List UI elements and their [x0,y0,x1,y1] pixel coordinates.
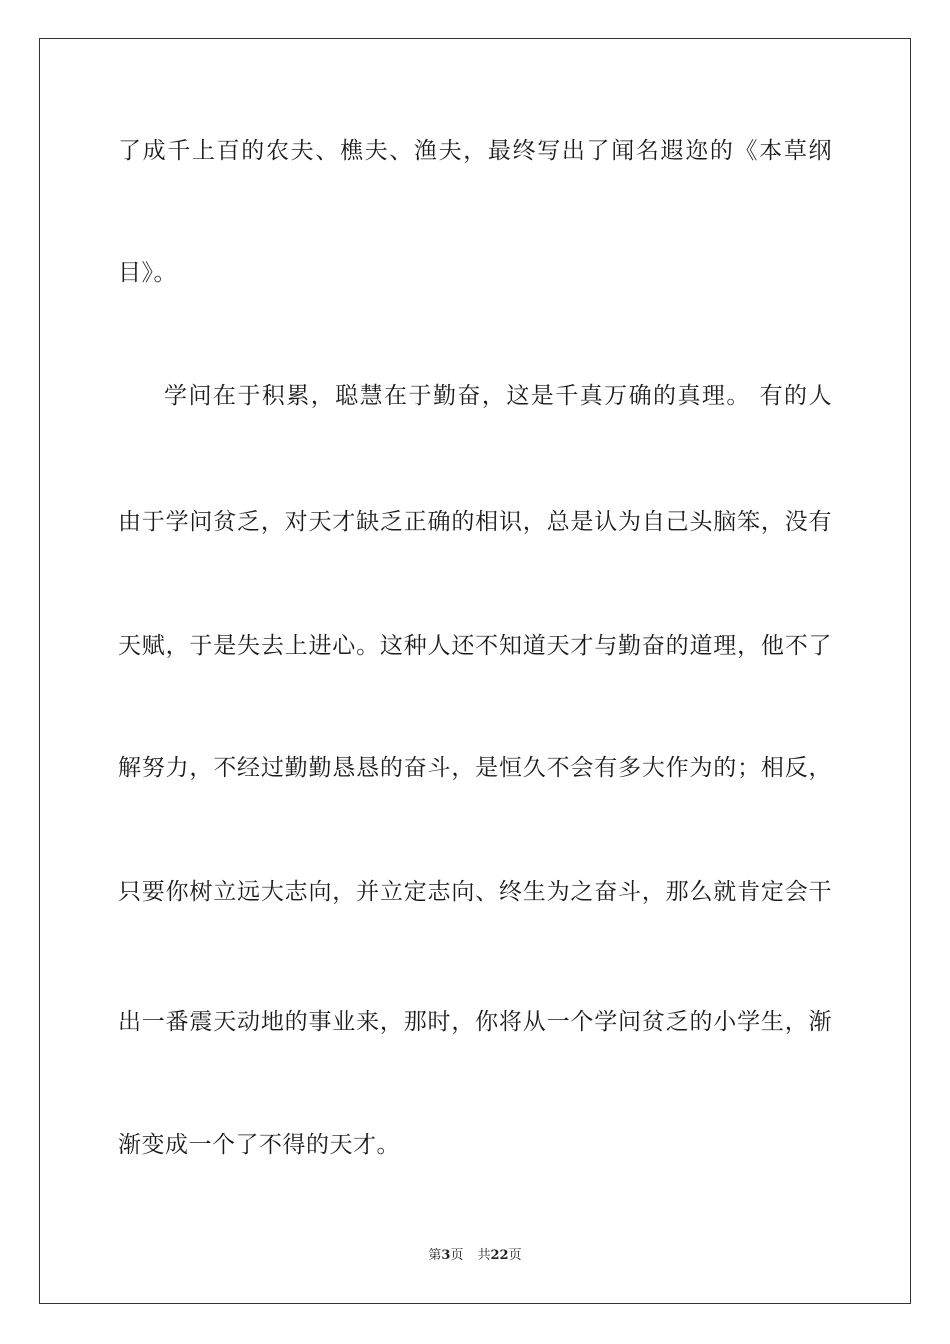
paragraph-line: 渐变成一个了不得的天才。 [118,1132,400,1158]
paragraph-line: 目》。 [118,260,177,286]
page-number: 3 [441,1248,451,1263]
paragraph-line: 学问在于积累，聪慧在于勤奋，这是千真万确的真理。 有的人 [164,383,832,409]
page-prefix: 第 [428,1248,442,1263]
page-footer [0,1247,950,1265]
paragraph-line: 天赋，于是失去上进心。这种人还不知道天才与勤奋的道理，他不了 [118,633,832,659]
paragraph-line: 解努力，不经过勤勤恳恳的奋斗，是恒久不会有多大作为的；相反， [118,755,832,781]
page-suffix: 页 [450,1248,464,1263]
paragraph-line: 了成千上百的农夫、樵夫、渔夫，最终写出了闻名遐迩的《本草纲 [118,138,832,164]
total-suffix: 页 [508,1248,522,1263]
total-prefix: 共 [477,1248,491,1263]
page-border [39,38,911,1304]
total-pages: 22 [490,1248,509,1263]
paragraph-line: 由于学问贫乏，对天才缺乏正确的相识，总是认为自己头脑笨，没有 [118,509,832,535]
paragraph-line: 出一番震天动地的事业来，那时，你将从一个学问贫乏的小学生，渐 [118,1009,832,1035]
paragraph-line: 只要你树立远大志向，并立定志向、终生为之奋斗，那么就肯定会干 [118,879,832,905]
